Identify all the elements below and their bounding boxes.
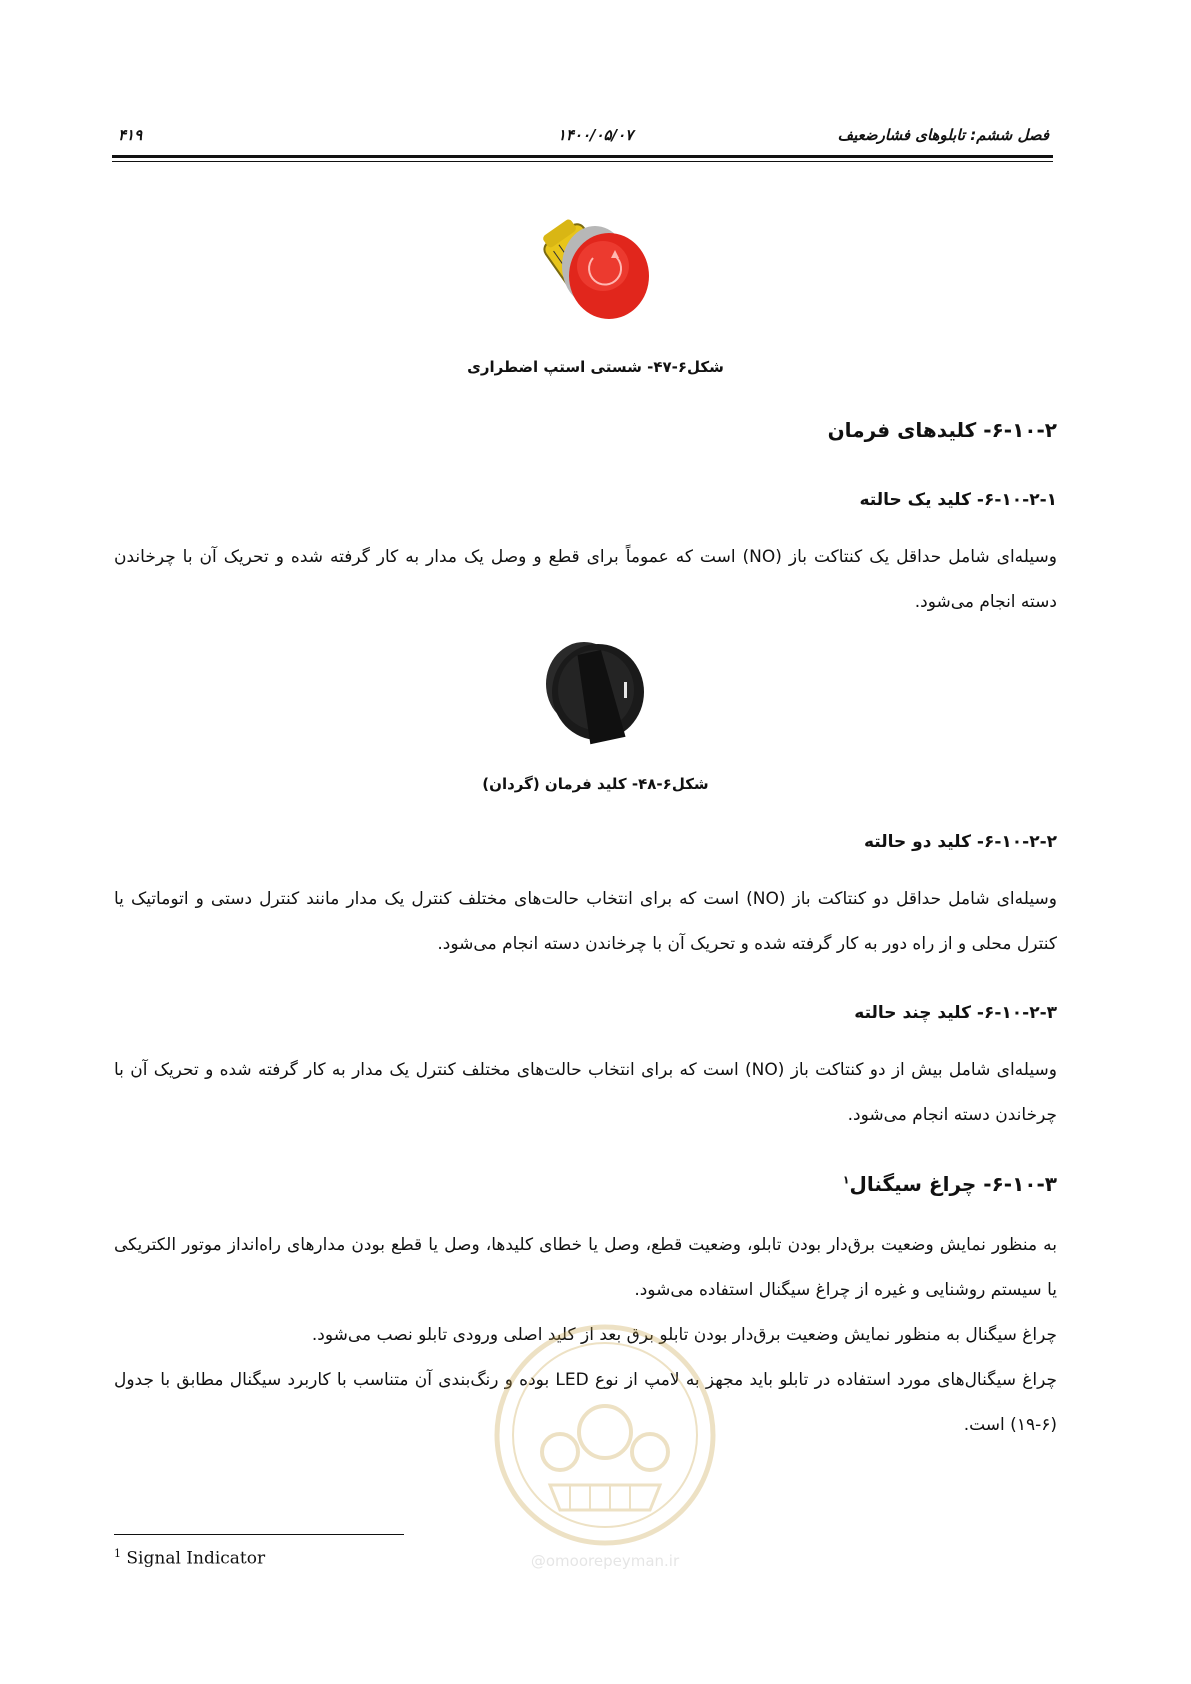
watermark-seal-icon — [490, 1320, 720, 1550]
subsection-heading-one-position: ۶-۱۰-۲-۱- کلید یک حالته — [859, 490, 1057, 510]
paragraph-text-2: چراغ سیگنال به منظور نمایش وضعیت برق‌دار بودن تابلو برق بعد از کلید اصلی ورودی تابلو نصب می‌شود. — [311, 1325, 1057, 1345]
paragraph-one-position-switch — [114, 535, 1057, 625]
header-rule-thin — [112, 161, 1053, 162]
watermark — [490, 1320, 720, 1570]
paragraph-text: وسیله‌ای شامل بیش از دو کنتاکت باز (NO) است که برای انتخاب حالت‌های مختلف کنترل یک مدار به کار گرفته شده و تحریک آن با چرخاندن دسته انجام می‌شود. — [114, 1060, 1057, 1125]
figure-48-caption: شکل۶-۴۸- کلید فرمان (گردان) — [482, 775, 709, 793]
paragraph-multi-position-switch — [114, 1048, 1057, 1138]
section-heading-command-switches: ۶-۱۰-۲- کلیدهای فرمان — [827, 418, 1057, 442]
paragraph-text: وسیله‌ای شامل حداقل یک کنتاکت باز (NO) است که عموماً برای قطع و وصل یک مدار به کار گرفته شده و تحریک آن با چرخاندن دسته انجام می‌شود. — [114, 547, 1057, 612]
footnote-mark: 1 — [114, 1547, 121, 1560]
section-heading-signal-lamp — [843, 1172, 1057, 1196]
emergency-stop-button-icon — [531, 210, 661, 335]
figure-emergency-stop — [0, 210, 1191, 335]
heading-text: ۶-۱۰-۳- چراغ سیگنال — [849, 1172, 1057, 1196]
subsection-heading-multi-position: ۶-۱۰-۲-۳- کلید چند حالته — [854, 1003, 1057, 1023]
footnote-reference: ۱ — [842, 1173, 850, 1187]
paragraph-text-3: چراغ سیگنال‌های مورد استفاده در تابلو باید مجهز به لامپ از نوع LED بوده و رنگ‌بندی آن متناسب با کاربرد سیگنال مطابق با جدول (۶-۱۹) است. — [114, 1370, 1057, 1435]
header-chapter-title: فصل ششم: تابلوهای فشارضعیف — [837, 126, 1049, 144]
paragraph-text-1: به منظور نمایش وضعیت برق‌دار بودن تابلو، وضعیت قطع، وصل یا خطای کلیدها، وصل یا قطع بودن مدارهای راه‌انداز موتور الکتریکی یا سیستم روشنایی و غیره از چراغ سیگنال استفاده می‌شود. — [114, 1235, 1057, 1300]
footnote-rule — [114, 1534, 404, 1535]
watermark-site: @omoorepeyman.ir — [530, 1552, 680, 1570]
header-page-number: ۴۱۹ — [118, 126, 143, 144]
header-date: ۱۴۰۰/۰۵/۰۷ — [557, 126, 634, 144]
figure-rotary-switch — [0, 634, 1191, 754]
rotary-switch-icon — [536, 634, 656, 754]
paragraph-two-position-switch — [114, 877, 1057, 967]
subsection-heading-two-position: ۶-۱۰-۲-۲- کلید دو حالته — [863, 832, 1057, 852]
footnote-text: Signal Indicator — [126, 1548, 266, 1569]
figure-47-caption: شکل۶-۴۷- شستی استپ اضطراری — [467, 358, 724, 376]
header-rule-thick — [112, 155, 1053, 158]
paragraph-text: وسیله‌ای شامل حداقل دو کنتاکت باز (NO) است که برای انتخاب حالت‌های مختلف کنترل یک مدار مانند کنترل دستی و اتوماتیک یا کنترل محلی و از راه دور به کار گرفته شده و تحریک آن با چرخاندن دسته انجام می‌شود. — [114, 889, 1057, 954]
footnote — [114, 1547, 265, 1569]
